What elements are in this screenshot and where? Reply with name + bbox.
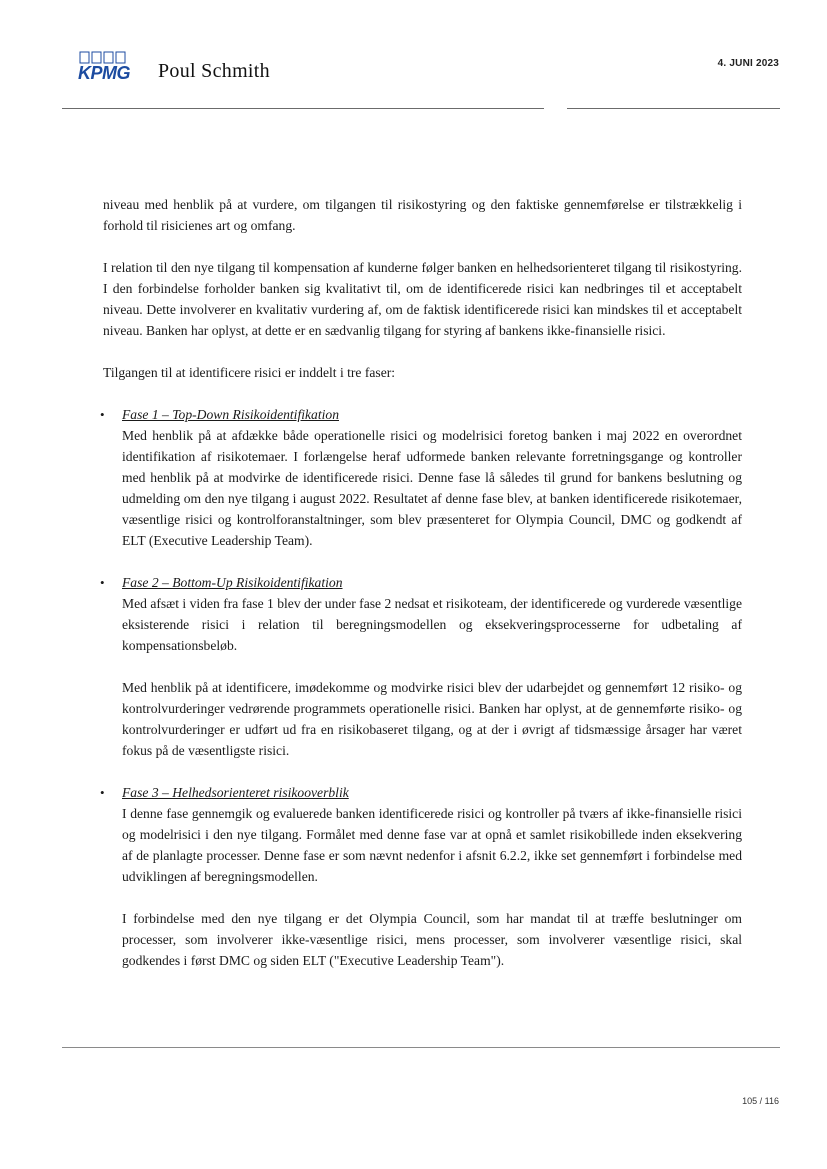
bullet-icon: • <box>100 407 105 422</box>
paragraph: I relation til den nye tilgang til kompensation af kunderne følger banken en helhedsorienteret tilgang til risikostyring. I den forbindelse forholder banken sig kvalitativt til, om de identificerede risici kan nedbringes til et acceptabelt niveau. Dette involverer en kvalitativ vurdering af, om de faktisk identificerede risici kan mindskes til et acceptabelt niveau. Banken har oplyst, at dette er en sædvanlig tilgang for styring af bankens ikke-finansielle risici. <box>103 260 742 338</box>
phase-paragraph: I forbindelse med den nye tilgang er det Olympia Council, som har mandat til at træffe beslutninger om processer, som involverer ikke-væsentlige risici, mens processer, som involverer væsentlige risici, skal godkendes i først DMC og siden ELT ("Executive Leadership Team"). <box>122 911 742 968</box>
bullet-icon: • <box>100 785 105 800</box>
kpmg-logo <box>78 50 140 82</box>
phase-title: Fase 1 – Top-Down Risikoidentifikation <box>122 407 339 422</box>
phase-3-item <box>100 782 742 971</box>
page-number: 105 / 116 <box>742 1096 779 1106</box>
phase-paragraph: I denne fase gennemgik og evaluerede banken identificerede risici og kontroller på tværs af ikke-finansielle risici og modelrisici i den nye tilgang. Formålet med denne fase var at opnå et samlet risikobillede inden eksekvering af de planlagte processer. Denne fase er som nævnt nedenfor i afsnit 6.2.2, ikke set gennemført i forbindelse med udviklingen af beregningsmodellen. <box>122 806 742 884</box>
bullet-icon: • <box>100 575 105 590</box>
firm-name: Poul Schmith <box>158 60 270 82</box>
document-body <box>100 194 742 992</box>
paragraph: Tilgangen til at identificere risici er inddelt i tre faser: <box>103 365 396 380</box>
footer-divider <box>62 1047 780 1048</box>
document-date: 4. JUNI 2023 <box>717 58 779 69</box>
paragraph: niveau med henblik på at vurdere, om tilgangen til risikostyring og den faktiske gennemførelse er tilstrækkelig i forhold til risicienes art og omfang. <box>103 197 742 233</box>
phase-title: Fase 3 – Helhedsorienteret risikooverblik <box>122 785 349 800</box>
phase-1-item <box>100 404 742 551</box>
phase-paragraph: Med henblik på at identificere, imødekomme og modvirke risici blev der udarbejdet og gennemført 12 risiko- og kontrolvurderinger vedrørende programmets operationelle risici. Banken har oplyst, at de gennemførte risiko- og kontrolvurderinger er udført ud fra en risikobaseret tilgang, og at der i øvrigt af tidsmæssige årsager har været fokus på de væsentligste risici. <box>122 680 742 758</box>
phase-title: Fase 2 – Bottom-Up Risikoidentifikation <box>122 575 343 590</box>
phase-2-item <box>100 572 742 761</box>
phase-paragraph: Med afsæt i viden fra fase 1 blev der under fase 2 nedsat et risikoteam, der identificerede og vurderede væsentlige eksisterende risici i relation til beregningsmodellen og eksekveringsprocesserne for udbetaling af kompensationsbeløb. <box>122 596 742 653</box>
header-divider-left <box>62 108 544 109</box>
kpmg-logo-text: KPMG <box>78 63 130 82</box>
page-header <box>0 0 827 115</box>
header-divider-right <box>567 108 780 109</box>
phase-paragraph: Med henblik på at afdække både operationelle risici og modelrisici foretog banken i maj 2022 en overordnet identifikation af risikotemaer. I forlængelse heraf udformede banken relevante forretningsgange og kontroller med henblik på at modvirke de identificerede risici. Denne fase lå således til grund for bankens beslutning og udmelding om den nye tilgang i august 2022. Resultatet af denne fase blev, at banken identificerede risikotemaer, væsentlige risici og kontrolforanstaltninger, som blev præsenteret for Olympia Council, DMC og godkendt af ELT (Executive Leadership Team). <box>122 428 742 548</box>
